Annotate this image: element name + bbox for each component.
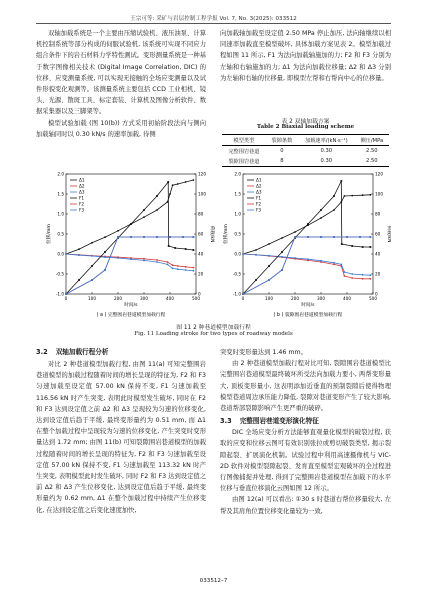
data-point: [130, 223, 132, 225]
data-point: [351, 245, 353, 247]
x-tick-label: 200: [114, 296, 122, 301]
data-point: [167, 181, 169, 183]
data-point: [177, 183, 179, 185]
data-point: [104, 269, 106, 271]
data-point: [156, 261, 158, 263]
paragraph: 突变时变形量达到 1.46 mm。: [220, 349, 307, 356]
panel-label: ( b ) 裂隙围岩巷道模型加载行程: [273, 313, 343, 318]
y-axis-label-left: 位移/mm: [224, 224, 229, 244]
data-point: [65, 253, 67, 255]
data-point: [362, 274, 364, 276]
data-point: [344, 271, 346, 273]
table-row: [222, 156, 389, 167]
plot-frame: [66, 174, 196, 294]
data-point: [182, 236, 184, 238]
section-title: 双轴加载行程分析: [55, 348, 109, 356]
paragraph: 模型试验加载 (图 10(b)) 方式采用初始阶段法向与侧向加载轴同时以 0.30 kN/s 的速率加载, 待侧: [36, 119, 206, 138]
y-tick-label-right: 60: [375, 231, 381, 237]
legend-label: F1: [79, 195, 85, 201]
data-point: [91, 255, 93, 257]
legend-label: F3: [256, 207, 262, 213]
y-tick-label-right: 80: [198, 211, 204, 217]
data-point: [117, 230, 119, 232]
data-point: [333, 236, 335, 238]
data-point: [281, 269, 283, 271]
page-number: 033512–7: [199, 578, 228, 584]
left-column-top: [36, 28, 206, 140]
data-point: [169, 193, 171, 195]
data-point: [281, 256, 283, 258]
table-cell: 2.50: [366, 148, 378, 154]
legend-label: F2: [79, 201, 85, 207]
data-point: [294, 257, 296, 259]
legend-label: Δ1: [79, 177, 85, 183]
data-point: [346, 236, 348, 238]
y-tick-label-left: 1.0: [57, 211, 64, 217]
data-point: [156, 195, 158, 197]
table-cell: 完整围岩巷道: [228, 148, 260, 155]
data-point: [104, 256, 106, 258]
data-point: [242, 253, 244, 255]
y-axis-label-left: 位移/mm: [47, 224, 52, 244]
y-tick-label-left: 0.0: [234, 251, 241, 257]
table-cell: 0.30: [298, 156, 355, 167]
data-point: [185, 248, 187, 250]
data-point: [130, 236, 132, 238]
data-point: [362, 246, 364, 248]
data-point: [281, 237, 283, 239]
data-point: [193, 249, 195, 251]
table-cell: 8: [266, 156, 298, 167]
data-point: [362, 278, 364, 280]
table-header: 加载速率/(kN·s⁻¹): [298, 135, 355, 146]
loading-scheme-table: [222, 134, 389, 167]
data-point: [185, 266, 187, 268]
data-point: [333, 209, 335, 211]
data-point: [370, 278, 372, 280]
chart-panel-b: [222, 172, 391, 319]
x-tick-label: 0: [64, 296, 68, 301]
table-header: 裂隙条数: [266, 135, 298, 146]
data-point: [294, 236, 296, 238]
data-point: [65, 293, 67, 295]
data-point: [193, 179, 195, 181]
table-header: 侧压/MPa: [355, 135, 389, 146]
y-tick-label-right: 120: [375, 171, 383, 177]
data-point: [78, 248, 80, 250]
data-point: [255, 249, 257, 251]
table-cell: 2.50: [355, 156, 389, 167]
data-point: [167, 264, 169, 266]
series-line-F1: [66, 182, 193, 294]
table-title-zh: 表 2 双轴加载方案: [281, 119, 330, 125]
right-column-top: [220, 28, 391, 84]
y-tick-label-left: 0.5: [57, 231, 64, 237]
data-point: [320, 217, 322, 219]
y-tick-label-right: 80: [375, 211, 381, 217]
data-point: [268, 243, 270, 245]
legend-label: Δ2: [79, 183, 85, 189]
section-number: 3.3: [220, 417, 232, 426]
legend-label: Δ3: [256, 189, 262, 195]
data-point: [193, 267, 195, 269]
data-point: [185, 181, 187, 183]
data-point: [281, 251, 283, 253]
data-point: [344, 195, 346, 197]
y-tick-label-right: 120: [198, 171, 206, 177]
paragraph: 双轴加载系统是一个主要由压缩试验机、液压油泵、计算机控制系统等部分构成的伺服试验机, 该系统可实现不同应力组合条件下的岩石材料力学特性测试。变形测量系统是一种基于数字图像相关技术 (Digital Image Correlation, DIC) 的位移、应变测量系统, 可以实现无接触的全场应变测量以及试件形貌变化观测等。该测量系统主要包括 CCD 工业相机、镜头、光源、散斑工具、标定套装、计算机及图像分析软件、数据采集器以及三脚架等。: [36, 30, 207, 116]
x-axis-label: 时间/s: [124, 303, 138, 308]
series-line-Δ3: [66, 254, 193, 271]
data-point: [255, 279, 257, 281]
right-column-bottom: [220, 347, 391, 517]
data-point: [117, 236, 119, 238]
data-point: [91, 242, 93, 244]
data-point: [174, 247, 176, 249]
data-point: [320, 209, 322, 211]
data-point: [307, 236, 309, 238]
data-point: [255, 254, 257, 256]
section-heading-3-2: [36, 347, 206, 358]
table-cell: 0.30: [320, 148, 333, 154]
data-point: [130, 258, 132, 260]
x-tick-label: 500: [369, 296, 377, 301]
figure-caption-en: Fig. 11 Loading stroke for two types of roadway models: [134, 331, 293, 337]
y-axis-label-right: 荷载/kN: [209, 225, 214, 243]
x-tick-label: 400: [166, 296, 174, 301]
data-point: [344, 275, 346, 277]
y-tick-label-left: -0.5: [232, 271, 241, 277]
y-tick-label-left: 2.0: [57, 171, 64, 177]
data-point: [91, 265, 93, 267]
data-point: [143, 236, 145, 238]
data-point: [172, 264, 174, 266]
data-point: [294, 231, 296, 233]
x-tick-label: 0: [241, 296, 245, 301]
legend-label: F3: [79, 207, 85, 213]
data-point: [156, 236, 158, 238]
data-point: [333, 262, 335, 264]
data-point: [362, 194, 364, 196]
data-point: [168, 245, 170, 247]
data-point: [359, 236, 361, 238]
left-column-bottom: [36, 359, 206, 516]
data-point: [320, 236, 322, 238]
legend-label: Δ2: [256, 183, 262, 189]
data-point: [143, 209, 145, 211]
data-point: [169, 236, 171, 238]
data-point: [268, 255, 270, 257]
plot-frame: [243, 174, 373, 294]
y-tick-label-left: 2.0: [234, 171, 241, 177]
running-header: 王宗可等: 采矿与岩层控制工程学报 Vol. 7, No. 3(2025): 033512: [130, 16, 297, 22]
data-point: [370, 236, 372, 238]
section-number: 3.2: [36, 348, 48, 356]
series-line-Δ3: [243, 254, 370, 275]
y-tick-label-left: 1.5: [234, 191, 241, 197]
data-point: [78, 254, 80, 256]
legend-label: F2: [256, 201, 262, 207]
data-point: [341, 243, 343, 245]
data-point: [117, 257, 119, 259]
y-tick-label-right: 100: [375, 191, 383, 197]
data-point: [177, 268, 179, 270]
data-point: [143, 260, 145, 262]
data-point: [172, 184, 174, 186]
paragraph: DIC 全场应变分析方法能够直观量化模型的破裂过程, 获取的应变和位移云图可有效识别张拉或剪切破裂类型, 揭示裂隙起裂、扩展演化机制。试验过程中利用高速摄像机与 VIC-2D 软件对模型裂隙起裂、发育直至模型宏观破坏的全过程进行图像捕捉并处理, 得到了完整围岩巷道模型在加载下的水平位移与垂直位移演化云图如图 12 所示。: [220, 429, 391, 493]
data-point: [307, 223, 309, 225]
data-point: [370, 274, 372, 276]
x-tick-label: 100: [265, 296, 273, 301]
table-title-en: Table 2 Biaxial loading scheme: [256, 124, 355, 130]
y-tick-label-right: 60: [198, 231, 204, 237]
data-point: [104, 236, 106, 238]
y-tick-label-right: 40: [198, 251, 204, 257]
y-tick-label-right: 20: [375, 271, 381, 277]
data-point: [193, 236, 195, 238]
legend-label: F1: [256, 195, 262, 201]
y-tick-label-right: 0: [198, 291, 201, 297]
table-header-row: [222, 135, 389, 146]
data-point: [268, 279, 270, 281]
data-point: [351, 277, 353, 279]
figure-caption-zh: 图 11 2 种巷道模型加载行程: [176, 325, 251, 331]
paragraph: 对比 2 种巷道模型加载行程, 由图 11(a) 可知完整围岩巷道模型的加载过程随着时间的增长呈现的特征为, F2 和 F3 匀速加载至设定值 57.00 kN 保持不变, F1 匀速加载至 116.56 kN 时产生突变, 表明此时模型发生破坏, 同时在 F2 和 F3 达到设定值之前 Δ2 和 Δ3 呈现较为匀速的位移变化, 达到设定值后趋于平缓, 最终变形量约为 0.51 mm, 而 Δ1 在整个加载过程中呈现较为匀速的位移变化, 产生突变时变形量达到 1.72 mm; 由图 11(b) 可知裂隙围岩巷道模型的加载过程随着时间的增长呈现的特征为, F2 和 F3 匀速加载至设定值 57.00 kN 保持不变, F1 匀速加载至 113.32 kN 时产生突变, 表明模型此时发生破坏, 同时 F2 和 F3 达到设定值之前 Δ2 和 Δ3 产生位移变化, 达到设定值后趋于平缓, 最终变形量约为 0.62 mm, Δ1 在整个加载过程中持续产生位移变化, 在达到设定值之后变化速度加快,: [36, 361, 206, 514]
figure-11: [36, 166, 391, 322]
series-line-Δ1: [66, 177, 193, 254]
y-tick-label-right: 100: [198, 191, 206, 197]
x-tick-label: 400: [343, 296, 351, 301]
data-point: [242, 293, 244, 295]
y-tick-label-left: -1.0: [232, 291, 241, 297]
y-tick-label-left: 0.0: [57, 251, 64, 257]
table-header: 模型类型: [222, 135, 266, 146]
data-point: [143, 216, 145, 218]
data-point: [370, 246, 372, 248]
y-tick-label-left: 0.5: [234, 231, 241, 237]
data-point: [91, 279, 93, 281]
x-axis-label: 时间/s: [301, 303, 315, 308]
x-tick-label: 300: [140, 296, 148, 301]
data-point: [351, 273, 353, 275]
data-point: [268, 265, 270, 267]
y-tick-label-left: -1.0: [55, 291, 64, 297]
data-point: [156, 259, 158, 261]
data-point: [193, 270, 195, 272]
series-line-Δ2: [66, 254, 193, 268]
x-tick-label: 300: [317, 296, 325, 301]
section-title: 完整围岩巷道变形演化特征: [239, 417, 319, 426]
data-point: [333, 264, 335, 266]
x-tick-label: 500: [192, 296, 200, 301]
y-tick-label-left: -0.5: [55, 271, 64, 277]
series-line-Δ1: [243, 195, 370, 254]
y-tick-label-right: 0: [375, 291, 378, 297]
data-point: [307, 258, 309, 260]
data-point: [78, 279, 80, 281]
table-cell: 裂隙围岩巷道: [222, 156, 266, 167]
y-tick-label-right: 20: [198, 271, 204, 277]
table-wrapper: [222, 134, 389, 167]
series-line-F1: [243, 181, 370, 294]
legend-label: Δ3: [79, 189, 85, 195]
paragraph: 由 2 种巷道模型加载行程对比可知, 裂隙围岩巷道模型比完整围岩巷道模型最终破坏所受法向加载力要小, 两帮变形量大, 顶板变形量小, 这表明添加近垂直的预制裂隙后使得物理模型巷道周边承压能力降低, 裂隙对巷道变形产生了较大影响, 巷道帮部裂隙影响产生更严重的破碎。: [220, 360, 391, 413]
section-heading-3-3: [220, 416, 391, 427]
paragraph: 向加载轴加载至设定值 2.50 MPa 停止加压, 法向轴继续以相同速率加载直至模型破坏, 具体加载方案见表 2。模型加载过程如图 11 所示, F1 为法向加载轴施加的力; F2 和 F3 分别为左轴和右轴施加的力; Δ1 为法向加载位移量; Δ2 和 Δ3 分别为左轴和右轴的位移量, 即模型左帮和右帮向中心的位移量。: [220, 30, 391, 82]
data-point: [167, 261, 169, 263]
data-point: [177, 265, 179, 267]
table-row: [222, 146, 389, 157]
data-point: [340, 180, 342, 182]
x-tick-label: 100: [88, 296, 96, 301]
data-point: [320, 260, 322, 262]
y-tick-label-right: 40: [375, 251, 381, 257]
data-point: [172, 268, 174, 270]
y-tick-label-left: 1.0: [234, 211, 241, 217]
data-point: [185, 269, 187, 271]
paragraph: 由图 12(a) 可以看出: ①30 s 时巷道右帮位移量较大, 左帮及其肩角位置位移变化量较为一致,: [220, 496, 391, 515]
data-point: [156, 209, 158, 211]
legend-label: Δ1: [256, 177, 262, 183]
data-point: [104, 251, 106, 253]
data-point: [143, 258, 145, 260]
x-tick-label: 200: [291, 296, 299, 301]
series-line-Δ2: [243, 254, 370, 279]
chart-panel-a: [45, 172, 216, 319]
y-tick-label-left: 1.5: [57, 191, 64, 197]
table-cell: 0: [280, 148, 284, 154]
data-point: [370, 194, 372, 196]
panel-label: ( a ) 完整围岩巷道模型加载行程: [96, 313, 166, 318]
data-point: [340, 264, 342, 266]
data-point: [333, 195, 335, 197]
y-axis-label-right: 荷载/kN: [386, 225, 391, 243]
data-point: [351, 195, 353, 197]
header-rule: [36, 23, 391, 24]
